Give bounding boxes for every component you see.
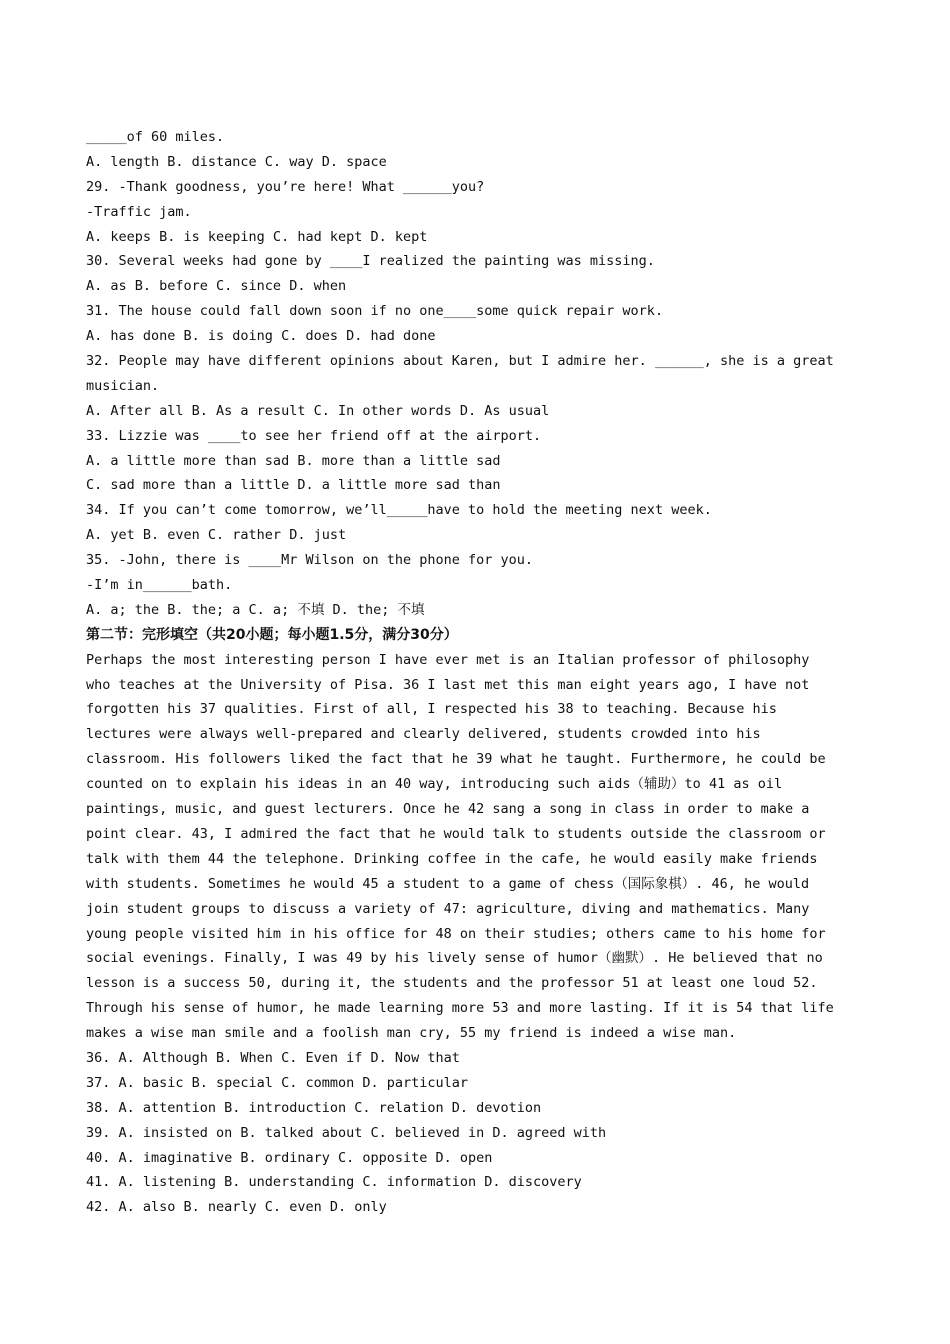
question-30: 30. Several weeks had gone by ____I realized the painting was missing. xyxy=(86,253,655,270)
passage-line: young people visited him in his office for 48 on their studies; others came to his home for xyxy=(86,925,826,942)
passage-line: counted on to explain his ideas in an 40 way, introducing such aids（辅助）to 41 as oil xyxy=(86,776,783,793)
question-29: 29. -Thank goodness, you’re here! What ______you? xyxy=(86,178,485,195)
question-32-continued: musician. xyxy=(86,377,160,394)
passage-line: who teaches at the University of Pisa. 36 I last met this man eight years ago, I have not xyxy=(86,676,810,693)
passage-line: talk with them 44 the telephone. Drinking coffee in the cafe, he would easily make friends xyxy=(86,850,818,867)
passage-line: Through his sense of humor, he made learning more 53 and more lasting. If it is 54 that life xyxy=(86,1000,834,1017)
answer-options: A. keeps B. is keeping C. had kept D. kept xyxy=(86,228,428,245)
passage-line: social evenings. Finally, I was 49 by his lively sense of humor（幽默）. He believed that no xyxy=(86,950,823,967)
question-32: 32. People may have different opinions about Karen, but I admire her. ______, she is a great xyxy=(86,353,834,370)
answer-options: A. yet B. even C. rather D. just xyxy=(86,527,347,544)
passage-line: point clear. 43, I admired the fact that he would talk to students outside the classroom or xyxy=(86,825,826,842)
passage-line: lectures were always well-prepared and clearly delivered, students crowded into his xyxy=(86,726,761,743)
answer-options: A. After all B. As a result C. In other words D. As usual xyxy=(86,402,550,419)
passage-line: classroom. His followers liked the fact that he 39 what he taught. Furthermore, he could be xyxy=(86,751,826,768)
answer-options: A. a little more than sad B. more than a little sad xyxy=(86,452,501,469)
answer-options: A. as B. before C. since D. when xyxy=(86,278,347,295)
question-35: 35. -John, there is ____Mr Wilson on the phone for you. xyxy=(86,552,534,569)
answer-options: C. sad more than a little D. a little more sad than xyxy=(86,477,501,494)
passage-line: join student groups to discuss a variety of 47: agriculture, diving and mathematics. Many xyxy=(86,900,810,917)
answer-options: A. a; the B. the; a C. a; 不填 D. the; 不填 xyxy=(86,601,425,618)
passage-line: Perhaps the most interesting person I have ever met is an Italian professor of philosophy xyxy=(86,651,810,668)
document-page xyxy=(86,125,876,1220)
passage-line: makes a wise man smile and a foolish man cry, 55 my friend is indeed a wise man. xyxy=(86,1025,737,1042)
passage-line: forgotten his 37 qualities. First of all, I respected his 38 to teaching. Because his xyxy=(86,701,777,718)
cloze-question-38: 38. A. attention B. introduction C. relation D. devotion xyxy=(86,1099,542,1116)
question-31: 31. The house could fall down soon if no one____some quick repair work. xyxy=(86,303,664,320)
text-line: _____of 60 miles. xyxy=(86,129,225,145)
question-34: 34. If you can’t come tomorrow, we’ll_____have to hold the meeting next week. xyxy=(86,502,712,519)
cloze-question-39: 39. A. insisted on B. talked about C. believed in D. agreed with xyxy=(86,1124,607,1141)
passage-line: paintings, music, and guest lecturers. Once he 42 sang a song in class in order to make a xyxy=(86,801,810,818)
passage-line: lesson is a success 50, during it, the students and the professor 51 at least one loud 52. xyxy=(86,975,818,992)
cloze-question-42: 42. A. also B. nearly C. even D. only xyxy=(86,1199,387,1216)
cloze-question-41: 41. A. listening B. understanding C. information D. discovery xyxy=(86,1174,582,1191)
question-33: 33. Lizzie was ____to see her friend off at the airport. xyxy=(86,427,542,444)
passage-line: with students. Sometimes he would 45 a student to a game of chess（国际象棋）. 46, he would xyxy=(86,875,810,892)
answer-options: A. length B. distance C. way D. space xyxy=(86,153,387,170)
cloze-question-36: 36. A. Although B. When C. Even if D. Now that xyxy=(86,1049,460,1066)
dialogue-reply: -Traffic jam. xyxy=(86,203,192,220)
section-heading: 第二节：完形填空（共20小题；每小题1.5分，满分30分） xyxy=(86,626,458,643)
answer-options: A. has done B. is doing C. does D. had done xyxy=(86,328,436,345)
cloze-question-37: 37. A. basic B. special C. common D. particular xyxy=(86,1074,469,1091)
dialogue-reply: -I’m in______bath. xyxy=(86,577,233,594)
cloze-question-40: 40. A. imaginative B. ordinary C. opposite D. open xyxy=(86,1149,493,1166)
